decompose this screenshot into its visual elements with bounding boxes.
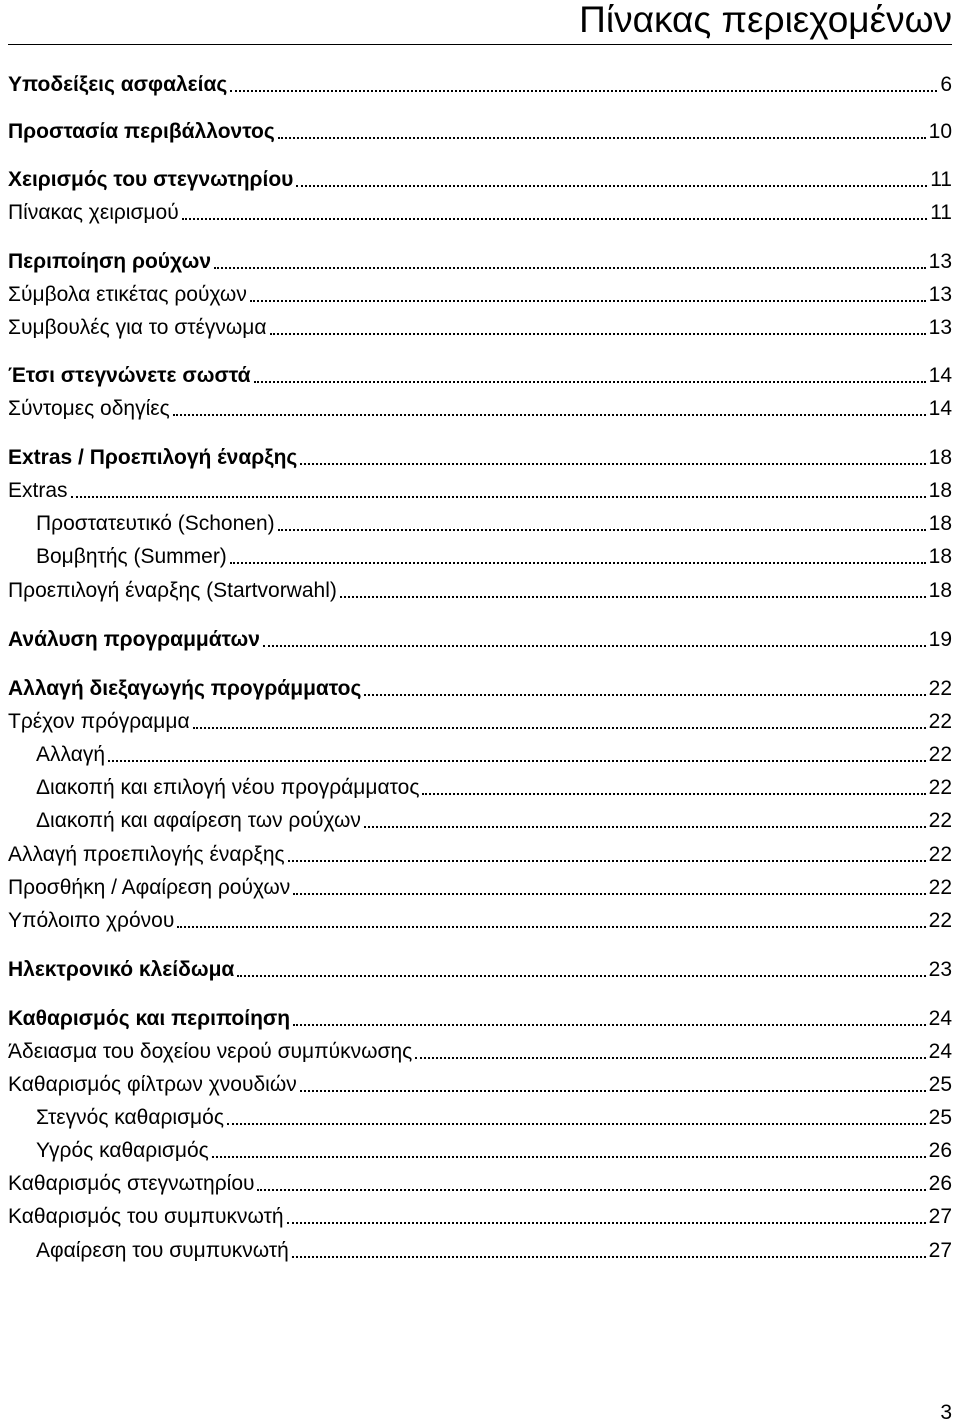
toc-entry-page: 19 <box>928 628 952 651</box>
toc-dot-leader <box>278 529 926 531</box>
toc-entry[interactable] <box>8 163 952 193</box>
toc-dot-leader <box>108 760 926 762</box>
toc-entry-label: Extras <box>8 479 68 502</box>
toc-entry-label: Προεπιλογή έναρξης (Startvorwahl) <box>8 579 337 602</box>
toc-dot-leader <box>422 793 925 795</box>
page-title: Πίνακας περιεχομένων <box>579 0 952 40</box>
toc-entry-label: Συμβουλές για το στέγνωμα <box>8 316 267 339</box>
toc-entry[interactable] <box>8 738 952 768</box>
toc-entry-label: Διακοπή και επιλογή νέου προγράμματος <box>36 776 420 799</box>
toc-dot-leader <box>230 90 937 92</box>
toc-entry[interactable] <box>8 672 952 702</box>
toc-entry-page: 13 <box>928 250 952 273</box>
toc-entry-label: Καθαρισμός του συμπυκνωτή <box>8 1205 284 1228</box>
toc-entry[interactable] <box>8 359 952 389</box>
toc-dot-leader <box>227 1123 926 1125</box>
page-number: 3 <box>940 1401 952 1424</box>
toc-entry-page: 22 <box>928 876 952 899</box>
toc-entry[interactable] <box>8 1134 952 1164</box>
toc-entry-page: 10 <box>928 120 952 143</box>
toc-entry-page: 22 <box>928 743 952 766</box>
toc-entry-page: 22 <box>928 677 952 700</box>
toc-entry[interactable] <box>8 1101 952 1131</box>
toc-entry-page: 24 <box>928 1040 952 1063</box>
toc-entry-label: Πίνακας χειρισμού <box>8 201 179 224</box>
toc-entry-label: Περιποίηση ρούχων <box>8 250 212 273</box>
toc-entry-label: Στεγνός καθαρισμός <box>36 1106 224 1129</box>
toc-entry-label: Καθαρισμός στεγνωτηρίου <box>8 1172 255 1195</box>
toc-dot-leader <box>293 1024 926 1026</box>
toc-entry-page: 23 <box>928 958 952 981</box>
toc-entry[interactable] <box>8 278 952 308</box>
toc-dot-leader <box>214 267 926 269</box>
toc-entry[interactable] <box>8 574 952 604</box>
toc-entry-label: Προσθήκη / Αφαίρεση ρούχων <box>8 876 291 899</box>
toc-entry-page: 13 <box>928 283 952 306</box>
toc-dot-leader <box>415 1057 925 1059</box>
toc-entry[interactable] <box>8 196 952 226</box>
toc-entry-label: Προστατευτικό (Schonen) <box>36 512 275 535</box>
toc-entry-label: Αλλαγή <box>36 743 106 766</box>
toc-entry-label: Extras / Προεπιλογή έναρξης <box>8 446 298 469</box>
toc-entry-page: 14 <box>928 364 952 387</box>
toc-dot-leader <box>182 218 927 220</box>
toc-entry[interactable] <box>8 441 952 471</box>
toc-entry-label: Αφαίρεση του συμπυκνωτή <box>36 1239 289 1262</box>
toc-entry-page: 22 <box>928 809 952 832</box>
toc-entry-label: Σύντομες οδηγίες <box>8 397 170 420</box>
toc-dot-leader <box>257 1189 925 1191</box>
toc-entry-label: Αλλαγή προεπιλογής έναρξης <box>8 843 285 866</box>
toc-entry-page: 27 <box>928 1205 952 1228</box>
toc-entry-label: Βομβητής (Summer) <box>36 545 227 568</box>
toc-entry-page: 11 <box>930 168 952 191</box>
toc-entry-label: Ηλεκτρονικό κλείδωμα <box>8 958 235 981</box>
toc-dot-leader <box>230 562 926 564</box>
toc-entry-page: 14 <box>928 397 952 420</box>
toc-entry[interactable] <box>8 1234 952 1264</box>
toc-dot-leader <box>263 645 926 647</box>
toc-entry-page: 18 <box>928 545 952 568</box>
toc-dot-leader <box>254 381 926 383</box>
toc-dot-leader <box>292 1256 926 1258</box>
toc-entry-label: Τρέχον πρόγραμμα <box>8 710 190 733</box>
toc-entry[interactable] <box>8 245 952 275</box>
toc-dot-leader <box>212 1156 926 1158</box>
toc-entry[interactable] <box>8 68 952 98</box>
toc-dot-leader <box>71 496 926 498</box>
toc-entry-page: 18 <box>928 479 952 502</box>
toc-entry-label: Αλλαγή διεξαγωγής προγράμματος <box>8 677 362 700</box>
toc-entry[interactable] <box>8 311 952 341</box>
toc-entry-page: 22 <box>928 909 952 932</box>
toc-dot-leader <box>296 185 927 187</box>
toc-entry-page: 18 <box>928 446 952 469</box>
toc-entry-label: Καθαρισμός φίλτρων χνουδιών <box>8 1073 297 1096</box>
toc-entry[interactable] <box>8 623 952 653</box>
toc-dot-leader <box>278 137 926 139</box>
toc-entry[interactable] <box>8 392 952 422</box>
toc-entry-label: Καθαρισμός και περιποίηση <box>8 1007 291 1030</box>
toc-entry[interactable] <box>8 474 952 504</box>
toc-dot-leader <box>193 727 926 729</box>
toc-entry-label: Άδειασμα του δοχείου νερού συμπύκνωσης <box>8 1040 413 1063</box>
toc-entry-label: Προστασία περιβάλλοντος <box>8 120 275 143</box>
toc-entry[interactable] <box>8 540 952 570</box>
toc-entry-page: 26 <box>928 1139 952 1162</box>
toc-dot-leader <box>340 596 926 598</box>
toc-entry-page: 26 <box>928 1172 952 1195</box>
toc-entry-label: Υπόλοιπο χρόνου <box>8 909 175 932</box>
toc-entry[interactable] <box>8 1068 952 1098</box>
toc-entry-page: 18 <box>928 579 952 602</box>
toc-dot-leader <box>300 1090 926 1092</box>
toc-dot-leader <box>237 975 925 977</box>
toc-dot-leader <box>288 860 926 862</box>
toc-entry-label: Έτσι στεγνώνετε σωστά <box>8 364 251 387</box>
toc-entry-page: 25 <box>928 1106 952 1129</box>
toc-dot-leader <box>293 893 925 895</box>
toc-entry-page: 22 <box>928 710 952 733</box>
toc-entry[interactable] <box>8 1200 952 1230</box>
toc-entry-label: Σύμβολα ετικέτας ρούχων <box>8 283 247 306</box>
toc-dot-leader <box>177 926 925 928</box>
toc-entry-label: Υποδείξεις ασφαλείας <box>8 73 228 96</box>
toc-dot-leader <box>287 1222 926 1224</box>
toc-entry-label: Διακοπή και αφαίρεση των ρούχων <box>36 809 361 832</box>
toc-entry[interactable] <box>8 838 952 868</box>
toc-entry[interactable] <box>8 1035 952 1065</box>
toc-entry[interactable] <box>8 904 952 934</box>
toc-entry[interactable] <box>8 1167 952 1197</box>
toc-dot-leader <box>364 826 926 828</box>
toc-entry-page: 11 <box>930 201 952 224</box>
toc-entry-page: 13 <box>928 316 952 339</box>
toc-entry-page: 22 <box>928 776 952 799</box>
toc-dot-leader <box>270 333 926 335</box>
toc-entry[interactable] <box>8 1002 952 1032</box>
toc-entry[interactable] <box>8 771 952 801</box>
toc-entry-page: 27 <box>928 1239 952 1262</box>
toc-dot-leader <box>300 463 925 465</box>
toc-entry-label: Ανάλυση προγραμμάτων <box>8 628 260 651</box>
toc-entry[interactable] <box>8 804 952 834</box>
toc-entry-page: 24 <box>928 1007 952 1030</box>
toc-entry-page: 22 <box>928 843 952 866</box>
toc-entry[interactable] <box>8 507 952 537</box>
toc-entry-label: Υγρός καθαρισμός <box>36 1139 209 1162</box>
toc-entry[interactable] <box>8 115 952 145</box>
table-of-contents <box>8 0 952 1300</box>
toc-dot-leader <box>250 300 926 302</box>
toc-entry[interactable] <box>8 705 952 735</box>
toc-entry[interactable] <box>8 953 952 983</box>
toc-entry[interactable] <box>8 871 952 901</box>
toc-entry-page: 25 <box>928 1073 952 1096</box>
toc-entry-label: Χειρισμός του στεγνωτηρίου <box>8 168 294 191</box>
toc-entry-page: 6 <box>940 73 952 96</box>
toc-dot-leader <box>364 694 925 696</box>
toc-entry-page: 18 <box>928 512 952 535</box>
toc-dot-leader <box>173 414 926 416</box>
